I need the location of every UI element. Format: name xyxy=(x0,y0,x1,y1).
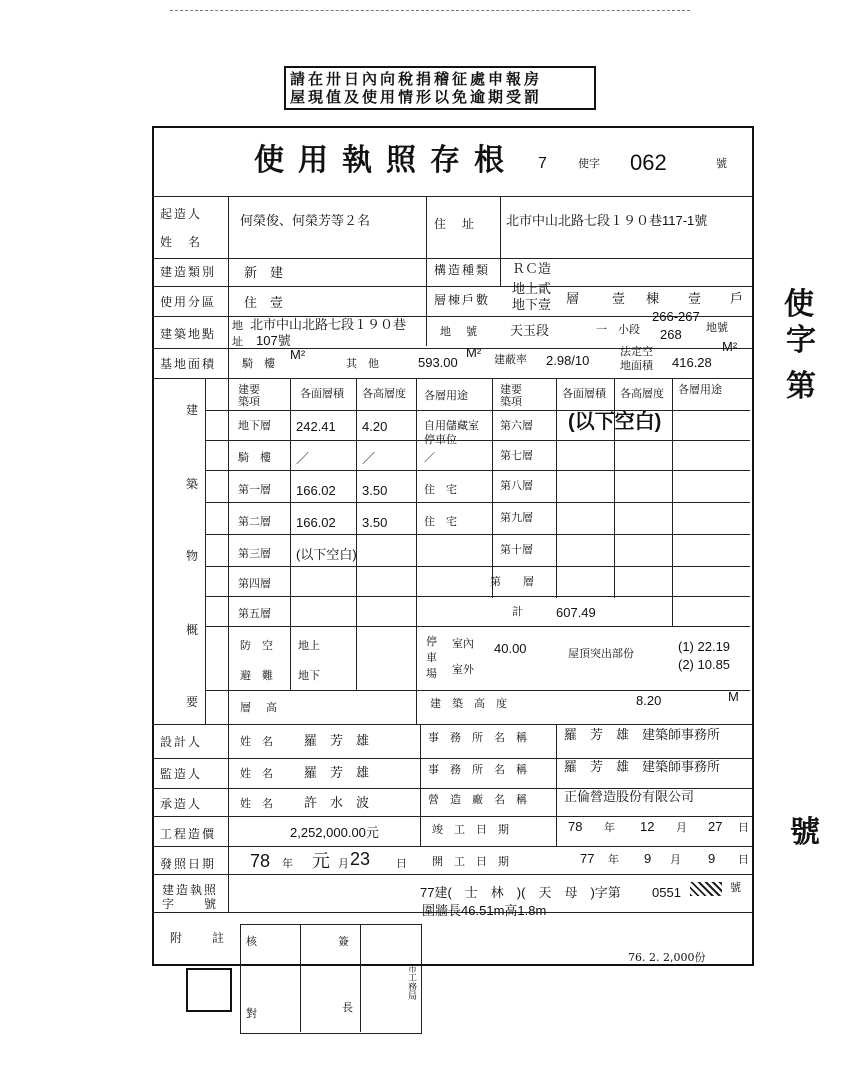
total-area: 607.49 xyxy=(556,605,596,620)
building-height: 8.20 xyxy=(636,693,662,708)
building-height-label: 建 築 高 度 xyxy=(430,697,507,710)
day-char: 日 xyxy=(738,821,749,834)
official-seal xyxy=(186,968,232,1012)
shelter-above: 地上 xyxy=(298,639,320,652)
floor-height-b: 高 xyxy=(266,701,277,714)
legal-label-b: 地面積 xyxy=(620,359,653,372)
hdr-r-c: 各面層積 xyxy=(562,387,606,400)
sign-verify: 對 xyxy=(246,1007,257,1020)
designer-name-label: 姓 名 xyxy=(240,735,273,748)
permit-type: 使字 xyxy=(578,157,600,170)
side-label-5: 要 xyxy=(186,695,201,709)
hdr-l-d: 各高層度 xyxy=(362,387,406,400)
margin-char-3: 第 xyxy=(786,369,816,404)
right-floor: 第十層 xyxy=(500,543,533,556)
start-day-char: 日 xyxy=(738,853,749,866)
m2-unit-b: M² xyxy=(466,345,482,360)
issue-day: 23 xyxy=(350,849,371,869)
lot-label-a: 地 xyxy=(440,325,451,338)
year-char: 年 xyxy=(604,821,615,834)
owner-label: 起造人 xyxy=(160,207,203,221)
unit-dong: 棟 xyxy=(646,291,660,306)
fence-length: 46.51 xyxy=(461,903,494,918)
issue-date-label: 發照日期 xyxy=(160,857,217,871)
section: 天玉段 xyxy=(510,323,550,338)
addr-char-a: 地 xyxy=(232,319,243,332)
permit-form xyxy=(152,126,754,966)
subsection: 一 小段 xyxy=(596,323,640,336)
zoning: 住 壹 xyxy=(244,295,284,310)
margin-char-1: 使 xyxy=(784,287,814,322)
hdr-l-c: 各面層積 xyxy=(300,387,344,400)
redacted-number xyxy=(690,882,722,896)
issue-year: 78 xyxy=(250,851,271,871)
roof-projection-1: (1) 22.19 xyxy=(678,639,731,654)
floor-name: 第一層 xyxy=(238,483,271,496)
hdr-l-e: 各層用途 xyxy=(424,389,468,402)
permit-prefix: 7 xyxy=(538,155,547,172)
contractor-label: 承造人 xyxy=(160,797,203,811)
designer-name: 羅 芳 雄 xyxy=(304,733,370,748)
roof-projection-label: 屋頂突出部份 xyxy=(568,647,634,660)
total-label: 計 xyxy=(512,605,523,618)
completion-label: 竣 工 日 期 xyxy=(432,823,509,836)
build-permit-number: 0551 xyxy=(652,885,681,900)
supervisor-name-label: 姓 名 xyxy=(240,767,273,780)
owner-address: 北市中山北路七段１９０巷117-1號 xyxy=(506,213,708,228)
lot-1: 266-267 xyxy=(652,309,700,324)
unit-ceng: 層 xyxy=(566,291,580,306)
form-title: 使用執照存根 xyxy=(254,143,518,178)
designer-office: 羅 芳 雄 建築師事務所 xyxy=(564,727,721,742)
remark-label: 附 註 xyxy=(170,931,227,945)
fence-note xyxy=(422,904,546,917)
refuge-label: 避 難 xyxy=(240,669,273,682)
floor-height: 3.50 xyxy=(362,483,388,498)
structure-label: 構造種類 xyxy=(434,263,491,277)
structure-type: ＲＣ造 xyxy=(512,261,552,276)
issue-day-char: 日 xyxy=(396,857,407,870)
building-count: 壹 xyxy=(612,291,626,306)
owner-address-label: 住 址 xyxy=(434,217,477,231)
sign-check: 核 xyxy=(246,935,257,948)
shelter-below: 地下 xyxy=(298,669,320,682)
right-floor: 第九層 xyxy=(500,511,533,524)
right-floor: 第 層 xyxy=(490,575,534,588)
arcade-label: 騎 樓 xyxy=(242,357,275,370)
fence-unit-2: m xyxy=(535,903,547,918)
legal-label-a: 法定空 xyxy=(620,345,653,358)
site-address-2: 107號 xyxy=(256,333,291,348)
side-label-3: 物 xyxy=(186,549,201,563)
right-blank-note: (以下空白) xyxy=(568,411,662,433)
lot-2: 268 xyxy=(660,327,682,342)
permit-label-b: 字 號 xyxy=(162,897,219,911)
floor-area: 166.02 xyxy=(296,515,336,530)
floor-use-b: 停車位 xyxy=(424,433,457,446)
floor-use: 住 宅 xyxy=(424,483,457,496)
build-type-label: 建造類別 xyxy=(160,265,217,279)
construction-cost: 2,252,000.00元 xyxy=(290,825,379,840)
floor-name: 第五層 xyxy=(238,607,271,620)
floor-area: (以下空白) xyxy=(296,547,357,562)
stamp-line-1: 請在卅日內向稅捐稽征處申報房 xyxy=(290,70,543,88)
stamp-line-2: 屋現值及使用情形以免逾期受罰 xyxy=(290,88,543,106)
hdr-l-a: 建要 xyxy=(238,383,260,396)
lot-suffix: 地號 xyxy=(706,321,728,334)
contractor-firm-label: 營 造 廠 名 稱 xyxy=(428,793,527,806)
floor-height: ／ xyxy=(362,451,376,466)
other-label: 其 他 xyxy=(346,357,379,370)
floors-below: 地下壹 xyxy=(512,297,552,312)
parking-label-b: 車 xyxy=(426,651,437,664)
floor-name: 騎 樓 xyxy=(238,451,271,464)
parking-label-a: 停 xyxy=(426,635,437,648)
cost-label: 工程造價 xyxy=(160,827,217,841)
hdr-l-b: 築項 xyxy=(238,395,260,408)
household-count: 壹 xyxy=(688,291,702,306)
floor-area: 242.41 xyxy=(296,419,336,434)
hdr-r-e: 各層用途 xyxy=(678,383,722,396)
floor-name: 地下層 xyxy=(238,419,271,432)
contractor-firm: 正倫營造股份有限公司 xyxy=(564,789,695,804)
contractor-name: 許 水 波 xyxy=(304,795,370,810)
floor-use: 自用儲藏室 xyxy=(424,419,479,432)
building-height-unit: M xyxy=(728,689,739,704)
other-area: 593.00 xyxy=(418,355,458,370)
print-info: 76. 2. 2,000份 xyxy=(628,951,706,964)
coverage-ratio: 2.98/10 xyxy=(546,353,590,368)
tax-notice-stamp xyxy=(284,66,596,110)
floor-area: ／ xyxy=(296,451,310,466)
completion-year: 78 xyxy=(568,819,583,834)
month-char: 月 xyxy=(676,821,687,834)
permit-suffix: 號 xyxy=(716,157,727,170)
permit-num-suffix: 號 xyxy=(730,881,741,894)
start-month-char: 月 xyxy=(670,853,681,866)
designer-label: 設計人 xyxy=(160,735,203,749)
supervisor-name: 羅 芳 雄 xyxy=(304,765,370,780)
owner-names: 何榮俊、何榮芳等２名 xyxy=(240,213,371,228)
start-year-char: 年 xyxy=(608,853,619,866)
site-area-label: 基地面積 xyxy=(160,357,217,371)
fence-unit-1: m高 xyxy=(493,903,518,918)
start-date-label: 開 工 日 期 xyxy=(432,855,509,868)
fence-height: 1.8 xyxy=(517,903,536,918)
contractor-name-label: 姓 名 xyxy=(240,797,273,810)
unit-hu: 戶 xyxy=(730,291,744,306)
issue-month: 元 xyxy=(312,851,330,871)
zoning-label: 使用分區 xyxy=(160,295,217,309)
parking-label-c: 場 xyxy=(426,667,437,680)
start-year: 77 xyxy=(580,851,595,866)
fence-text: 圍牆長 xyxy=(422,903,462,918)
floor-name: 第二層 xyxy=(238,515,271,528)
side-label-4: 概 xyxy=(186,623,201,637)
sign-chief: 長 xyxy=(342,1001,353,1014)
start-day: 9 xyxy=(708,851,716,866)
supervisor-label: 監造人 xyxy=(160,767,203,781)
right-floor: 第七層 xyxy=(500,449,533,462)
right-floor: 第八層 xyxy=(500,479,533,492)
floor-area: 166.02 xyxy=(296,483,336,498)
floor-use: 住 宅 xyxy=(424,515,457,528)
parking-indoor: 室內 xyxy=(452,637,474,650)
hdr-r-b: 築項 xyxy=(500,395,522,408)
hdr-r-d: 各高層度 xyxy=(620,387,664,400)
completion-month: 12 xyxy=(640,819,655,834)
margin-char-4: 號 xyxy=(790,815,820,850)
designer-office-label: 事 務 所 名 稱 xyxy=(428,731,527,744)
site-address-1: 北市中山北路七段１９０巷 xyxy=(250,317,407,332)
margin-char-2: 字 xyxy=(786,323,816,358)
floor-height-a: 層 xyxy=(240,701,251,714)
sign-box xyxy=(240,924,422,1034)
floor-name: 第三層 xyxy=(238,547,271,560)
hdr-r-a: 建要 xyxy=(500,383,522,396)
right-floor: 第六層 xyxy=(500,419,533,432)
addr-char-b: 址 xyxy=(232,335,243,348)
legal-open-area: 416.28 xyxy=(672,355,712,370)
start-month: 9 xyxy=(644,851,652,866)
lot-label-b: 號 xyxy=(466,325,477,338)
issue-month-char: 月 xyxy=(338,857,349,870)
floor-height: 4.20 xyxy=(362,419,388,434)
side-label-1: 建 xyxy=(186,403,201,417)
side-label-2: 築 xyxy=(186,477,201,491)
issue-year-char: 年 xyxy=(282,857,293,870)
roof-projection-2: (2) 10.85 xyxy=(678,657,731,672)
bureau-seal-text: 市工務局 xyxy=(406,964,416,1000)
floors-label: 層棟戶數 xyxy=(434,293,491,307)
permit-prefix-text: 77建( 士 林 )( 天 母 )字第 xyxy=(420,885,621,900)
permit-number: 062 xyxy=(630,150,667,175)
supervisor-office-label: 事 務 所 名 稱 xyxy=(428,763,527,776)
shelter-label: 防 空 xyxy=(240,639,273,652)
parking-area: 40.00 xyxy=(494,641,527,656)
supervisor-office: 羅 芳 雄 建築師事務所 xyxy=(564,759,721,774)
owner-name-label: 姓 名 xyxy=(160,235,203,249)
coverage-label: 建蔽率 xyxy=(494,353,527,366)
site-location-label: 建築地點 xyxy=(160,327,217,341)
floors-above: 地上貳 xyxy=(512,281,552,296)
m2-unit: M² xyxy=(290,347,306,362)
permit-label-a: 建造執照 xyxy=(162,883,219,897)
floor-name: 第四層 xyxy=(238,577,271,590)
build-type: 新 建 xyxy=(244,265,284,280)
completion-day: 27 xyxy=(708,819,723,834)
floor-use: ／ xyxy=(424,451,435,464)
parking-outdoor: 室外 xyxy=(452,663,474,676)
scan-edge xyxy=(170,10,690,11)
sign-sign: 簽 xyxy=(338,935,349,948)
floor-height: 3.50 xyxy=(362,515,388,530)
m2-unit-c: M² xyxy=(722,339,738,354)
